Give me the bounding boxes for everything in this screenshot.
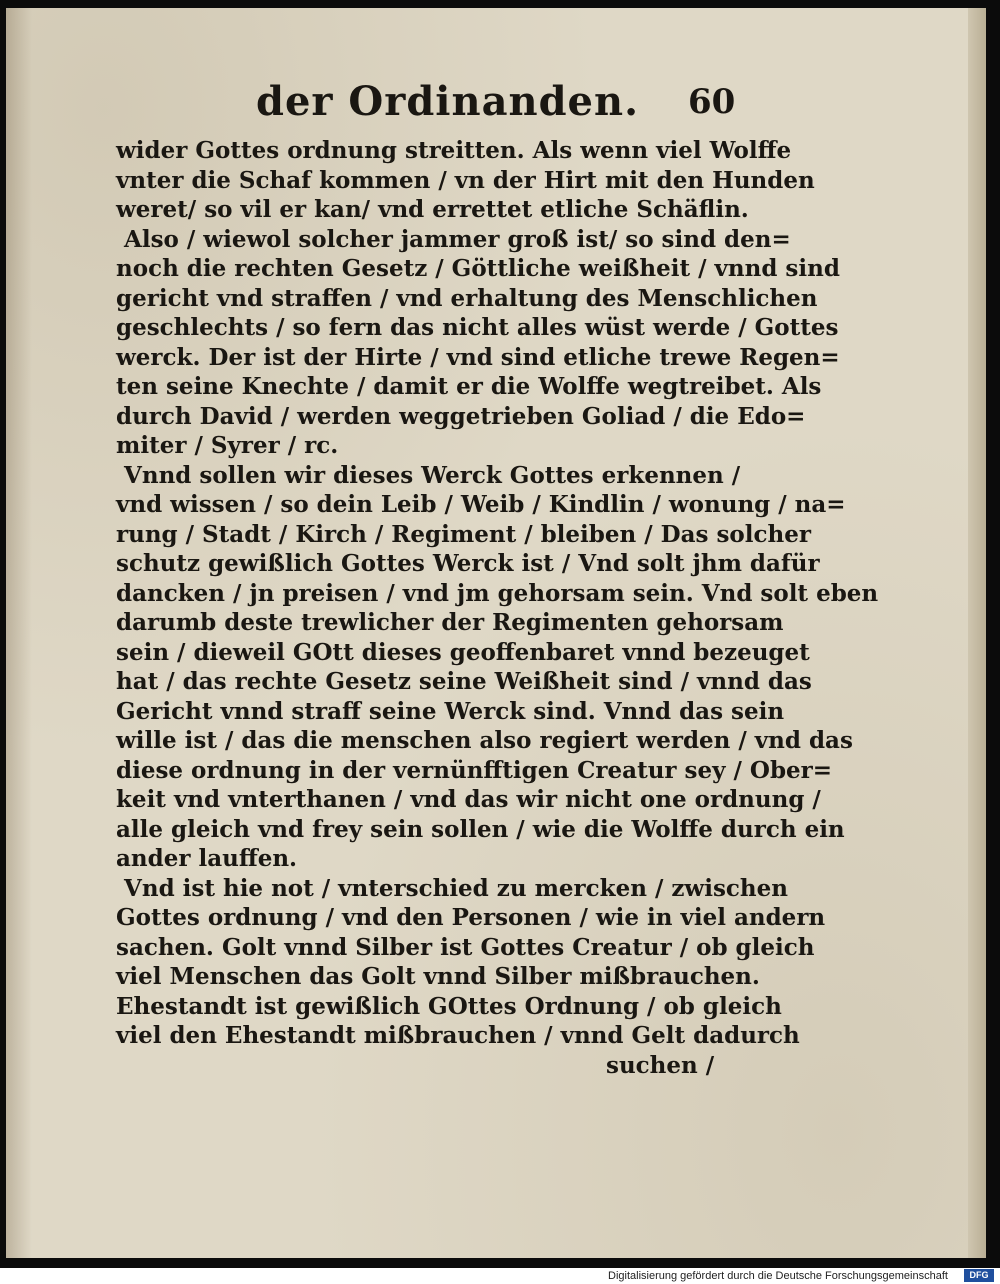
text-line: vnd wissen / so dein Leib / Weib / Kindlin / wonung / na= <box>116 491 846 518</box>
text-line: geschlechts / so fern das nicht alles wüst werde / Gottes <box>116 314 839 341</box>
text-line: hat / das rechte Gesetz seine Weißheit sind / vnnd das <box>116 668 812 695</box>
dfg-logo: DFG <box>964 1269 994 1282</box>
paragraph-start-line: Vnd ist hie not / vnterschied zu mercken / zwischen <box>124 874 788 902</box>
text-line: darumb deste trewlicher der Regimenten gehorsam <box>116 609 784 636</box>
text-line: alle gleich vnd frey sein sollen / wie die Wolffe durch ein <box>116 815 845 843</box>
text-line: werck. Der ist der Hirte / vnd sind etliche trewe Regen= <box>116 343 840 371</box>
text-line: gericht vnd straffen / vnd erhaltung des Menschlichen <box>116 284 818 312</box>
catchword: suchen / <box>606 1051 715 1079</box>
running-head: der Ordinanden. <box>256 78 640 125</box>
text-line: ander lauffen. <box>116 845 298 872</box>
text-line: noch die rechten Gesetz / Göttliche weißheit / vnnd sind <box>116 255 840 282</box>
page-edge <box>968 8 986 1258</box>
text-line: Ehestandt ist gewißlich GOttes Ordnung / ob gleich <box>116 992 782 1020</box>
paragraph-start-line: Also / wiewol solcher jammer groß ist/ so sind den= <box>124 225 791 253</box>
text-line: diese ordnung in der vernünfftigen Creatur sey / Ober= <box>116 756 833 784</box>
text-line: keit vnd vnterthanen / vnd das wir nicht one ordnung / <box>116 786 821 813</box>
text-line: durch David / werden weggetrieben Goliad / die Edo= <box>116 402 806 430</box>
text-line: viel Menschen das Golt vnnd Silber mißbrauchen. <box>116 963 760 990</box>
text-line: rung / Stadt / Kirch / Regiment / bleiben / Das solcher <box>116 520 811 548</box>
text-line: wille ist / das die menschen also regiert werden / vnd das <box>116 727 853 754</box>
book-page <box>6 8 986 1258</box>
text-line: wider Gottes ordnung streitten. Als wenn viel Wolffe <box>116 137 792 164</box>
text-line: vnter die Schaf kommen / vn der Hirt mit den Hunden <box>116 166 815 194</box>
paragraph-start-line: Vnnd sollen wir dieses Werck Gottes erkennen / <box>124 461 741 489</box>
text-line: Gottes ordnung / vnd den Personen / wie in viel andern <box>116 904 826 931</box>
text-line: weret/ so vil er kan/ vnd errettet etliche Schäflin. <box>116 196 749 223</box>
text-line: ten seine Knechte / damit er die Wolffe wegtreibet. Als <box>116 373 822 400</box>
page-number: 60 <box>688 82 736 122</box>
text-line: schutz gewißlich Gottes Werck ist / Vnd solt jhm dafür <box>116 550 820 577</box>
text-line: Gericht vnnd straff seine Werck sind. Vnnd das sein <box>116 697 785 725</box>
body-text <box>116 136 879 1080</box>
text-line: sein / dieweil GOtt dieses geoffenbaret vnnd bezeuget <box>116 638 810 666</box>
text-line: viel den Ehestandt mißbrauchen / vnnd Gelt dadurch <box>116 1022 800 1049</box>
text-line: miter / Syrer / rc. <box>116 432 339 459</box>
funding-credit: Digitalisierung gefördert durch die Deutsche Forschungsgemeinschaft <box>608 1270 948 1282</box>
text-line: dancken / jn preisen / vnd jm gehorsam sein. Vnd solt eben <box>116 579 879 607</box>
gutter-shadow <box>6 8 32 1258</box>
text-line: sachen. Golt vnnd Silber ist Gottes Creatur / ob gleich <box>116 933 815 961</box>
